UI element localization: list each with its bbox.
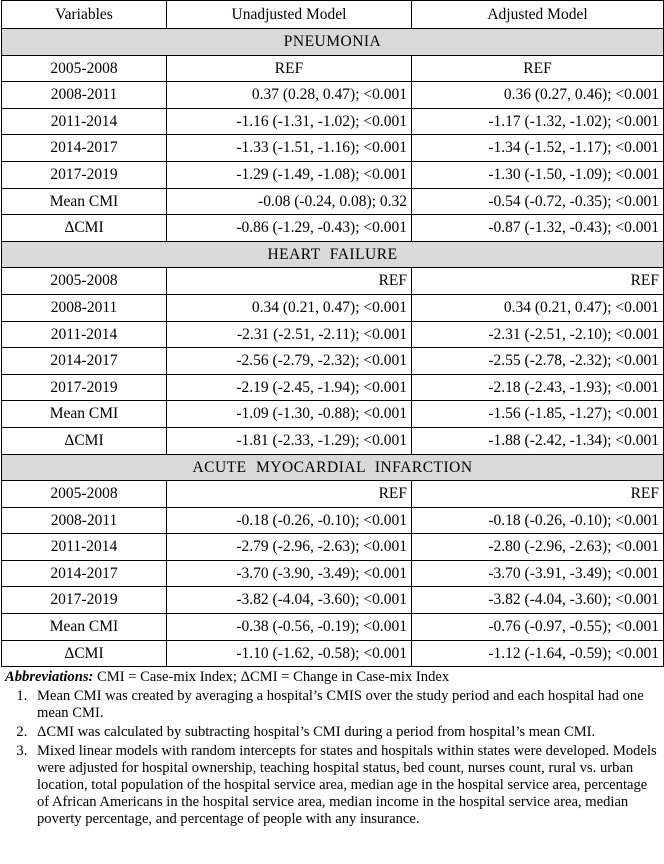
variable-cell: 2014-2017 [2,135,167,162]
table-row [2,374,664,401]
table-row [2,108,664,135]
variable-cell: ΔCMI [2,215,167,242]
adjusted-cell: -0.76 (-0.97, -0.55); <0.001 [412,614,664,641]
table-row [2,614,664,641]
unadjusted-cell: -0.08 (-0.24, 0.08); 0.32 [167,188,412,215]
adjusted-cell: REF [412,481,664,508]
adjusted-cell: REF [412,268,664,295]
section-title: ACUTE MYOCARDIAL INFARCTION [2,454,664,481]
abbreviations-label: Abbreviations: [5,669,94,686]
adjusted-cell: -1.34 (-1.52, -1.17); <0.001 [412,135,664,162]
adjusted-cell: 0.34 (0.21, 0.47); <0.001 [412,294,664,321]
variable-cell: 2014-2017 [2,348,167,375]
table-row [2,640,664,667]
unadjusted-cell: -2.56 (-2.79, -2.32); <0.001 [167,348,412,375]
unadjusted-cell: -1.16 (-1.31, -1.02); <0.001 [167,108,412,135]
variable-cell: 2014-2017 [2,560,167,587]
variable-cell: Mean CMI [2,188,167,215]
adjusted-cell: -3.82 (-4.04, -3.60); <0.001 [412,587,664,614]
unadjusted-cell: 0.34 (0.21, 0.47); <0.001 [167,294,412,321]
table-row [2,268,664,295]
abbreviations-text: CMI = Case-mix Index; ΔCMI = Change in Case-mix Index [93,669,450,686]
results-table-container [1,0,663,828]
header-adjusted-model: Adjusted Model [412,1,664,29]
table-row [2,215,664,242]
unadjusted-cell: REF [167,481,412,508]
unadjusted-cell: -0.38 (-0.56, -0.19); <0.001 [167,614,412,641]
unadjusted-cell: -1.09 (-1.30, -0.88); <0.001 [167,401,412,428]
variable-cell: 2008-2011 [2,507,167,534]
adjusted-cell: -1.30 (-1.50, -1.09); <0.001 [412,161,664,188]
variable-cell: 2017-2019 [2,374,167,401]
unadjusted-cell: -3.70 (-3.90, -3.49); <0.001 [167,560,412,587]
unadjusted-cell: -1.29 (-1.49, -1.08); <0.001 [167,161,412,188]
table-row [2,82,664,109]
section-header-row [2,241,664,268]
section-title: HEART FAILURE [2,241,664,268]
footnote-3: 3. Mixed linear models with random intercepts for states and hospitals within states were developed. Models were adjusted for hospital ownership, teaching hospital status, bed count, nurses count, rural vs. urban location, total population of the hospital service area, median age in the hospital service area, percentage of African Americans in the hospital service area, median income in the hospital service area, median poverty percentage, and percentage of people with any insurance. [31,743,659,828]
footnote-1: 1. Mean CMI was created by averaging a hospital’s CMIS over the study period and each hospital had one mean CMI. [31,688,659,722]
adjusted-cell: -1.17 (-1.32, -1.02); <0.001 [412,108,664,135]
table-row [2,507,664,534]
unadjusted-cell: -1.10 (-1.62, -0.58); <0.001 [167,640,412,667]
unadjusted-cell: -2.31 (-2.51, -2.11); <0.001 [167,321,412,348]
variable-cell: 2005-2008 [2,481,167,508]
adjusted-cell: -2.31 (-2.51, -2.10); <0.001 [412,321,664,348]
abbreviations-note [5,669,659,686]
table-row [2,481,664,508]
adjusted-cell: -0.87 (-1.32, -0.43); <0.001 [412,215,664,242]
table-row [2,55,664,82]
section-title: PNEUMONIA [2,29,664,56]
adjusted-cell: -1.12 (-1.64, -0.59); <0.001 [412,640,664,667]
unadjusted-cell: REF [167,268,412,295]
table-row [2,401,664,428]
unadjusted-cell: -2.79 (-2.96, -2.63); <0.001 [167,534,412,561]
unadjusted-cell: 0.37 (0.28, 0.47); <0.001 [167,82,412,109]
unadjusted-cell: -1.33 (-1.51, -1.16); <0.001 [167,135,412,162]
adjusted-cell: -3.70 (-3.91, -3.49); <0.001 [412,560,664,587]
table-row [2,534,664,561]
table-row [2,188,664,215]
table-row [2,427,664,454]
variable-cell: 2008-2011 [2,294,167,321]
table-row [2,560,664,587]
table-row [2,321,664,348]
variable-cell: 2011-2014 [2,321,167,348]
table-row [2,135,664,162]
adjusted-cell: -0.18 (-0.26, -0.10); <0.001 [412,507,664,534]
table-row [2,294,664,321]
variable-cell: 2005-2008 [2,55,167,82]
header-unadjusted-model: Unadjusted Model [167,1,412,29]
adjusted-cell: -2.18 (-2.43, -1.93); <0.001 [412,374,664,401]
unadjusted-cell: -2.19 (-2.45, -1.94); <0.001 [167,374,412,401]
adjusted-cell: -2.55 (-2.78, -2.32); <0.001 [412,348,664,375]
variable-cell: 2008-2011 [2,82,167,109]
variable-cell: Mean CMI [2,614,167,641]
adjusted-cell: -1.88 (-2.42, -1.34); <0.001 [412,427,664,454]
results-table [1,0,664,667]
section-header-row [2,454,664,481]
table-row [2,161,664,188]
adjusted-cell: -2.80 (-2.96, -2.63); <0.001 [412,534,664,561]
footnotes-list [5,688,659,828]
unadjusted-cell: REF [167,55,412,82]
variable-cell: 2017-2019 [2,587,167,614]
adjusted-cell: -1.56 (-1.85, -1.27); <0.001 [412,401,664,428]
variable-cell: 2017-2019 [2,161,167,188]
adjusted-cell: -0.54 (-0.72, -0.35); <0.001 [412,188,664,215]
variable-cell: 2011-2014 [2,534,167,561]
variable-cell: 2011-2014 [2,108,167,135]
table-row [2,587,664,614]
header-variables: Variables [2,1,167,29]
variable-cell: 2005-2008 [2,268,167,295]
footnote-2: 2. ΔCMI was calculated by subtracting hospital’s CMI during a period from hospital’s mean CMI. [31,724,659,741]
unadjusted-cell: -0.86 (-1.29, -0.43); <0.001 [167,215,412,242]
unadjusted-cell: -3.82 (-4.04, -3.60); <0.001 [167,587,412,614]
table-notes [1,667,663,828]
unadjusted-cell: -1.81 (-2.33, -1.29); <0.001 [167,427,412,454]
variable-cell: ΔCMI [2,427,167,454]
table-header-row [2,1,664,29]
section-header-row [2,29,664,56]
adjusted-cell: 0.36 (0.27, 0.46); <0.001 [412,82,664,109]
unadjusted-cell: -0.18 (-0.26, -0.10); <0.001 [167,507,412,534]
variable-cell: ΔCMI [2,640,167,667]
table-body [2,29,664,667]
table-row [2,348,664,375]
variable-cell: Mean CMI [2,401,167,428]
adjusted-cell: REF [412,55,664,82]
